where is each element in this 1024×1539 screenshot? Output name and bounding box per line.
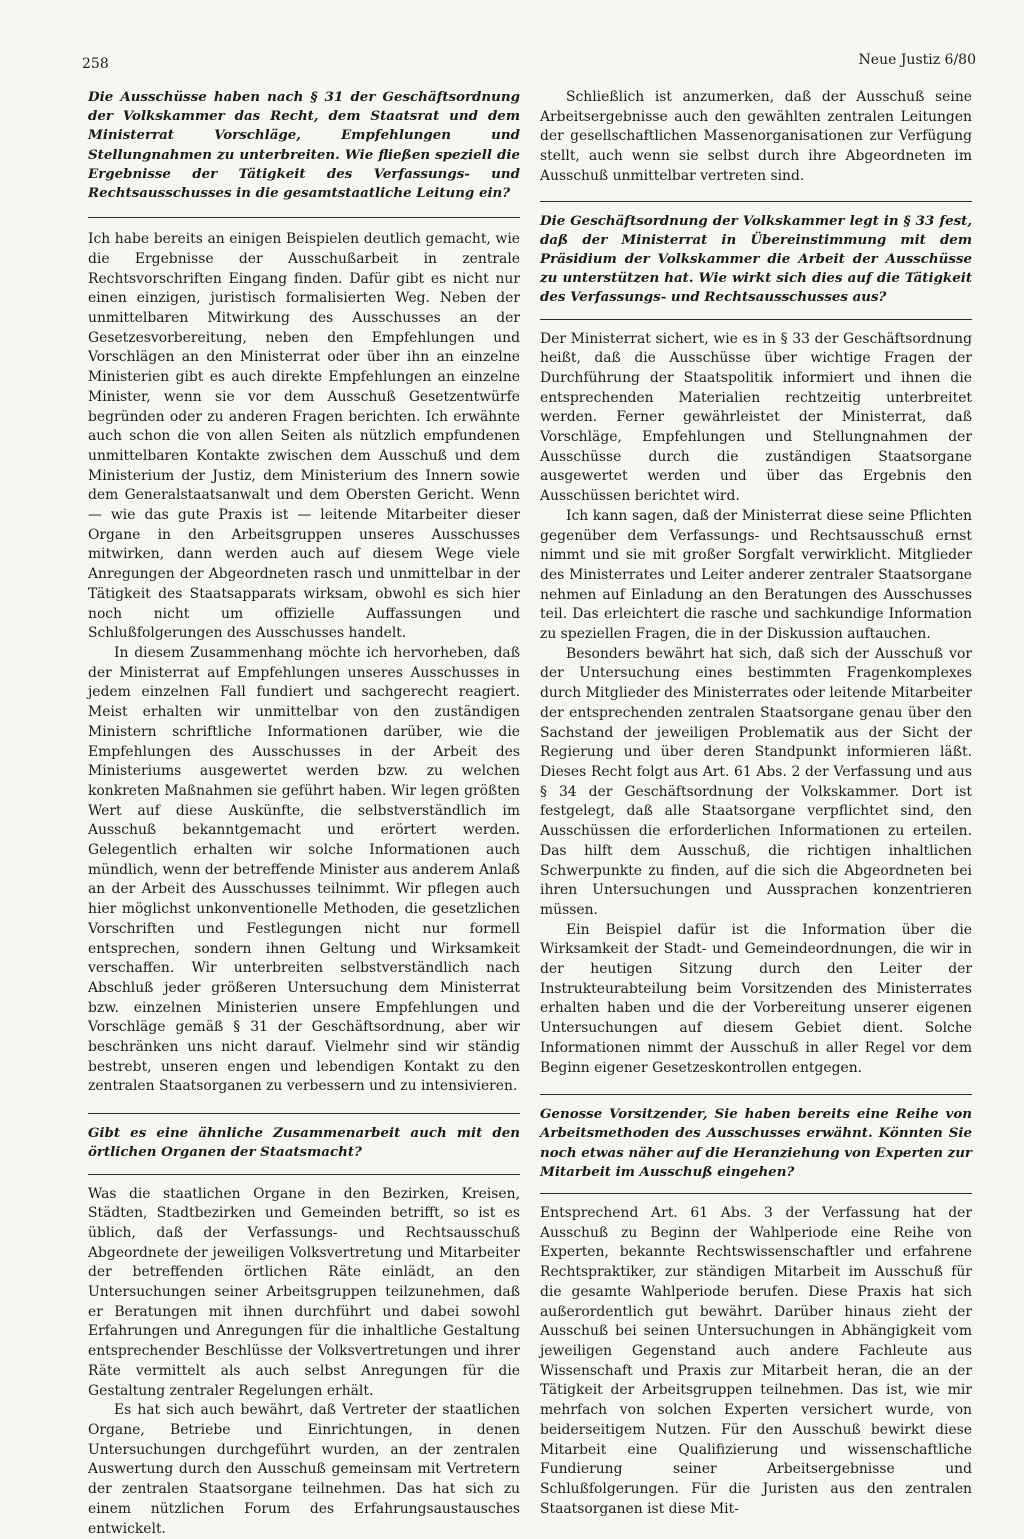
interview-question-1: Die Ausschüsse haben nach § 31 der Geschäftsordnung der Volkskammer das Recht, dem Staatsrat und dem Ministerrat Vorschläge, Empfehlungen und Stellungnahmen zu unterbreiten. Wie fließen speziell die Ergebnisse der Tätigkeit des Verfassungs- und Rechtsausschusses in die gesamtstaatliche Leitung ein? [88,89,520,202]
answer-paragraph: Es hat sich auch bewährt, daß Vertreter der staatlichen Organe, Betriebe und Einrichtungen, in denen Untersuchungen durchgeführt wurden, an der zentralen Auswertung durch den Ausschuß gemeinsam mit Vertretern der zentralen Staatsorgane teilnehmen. Das hat sich zu einem nützlichen Forum des Erfahrungsaustausches entwickelt. [88,1402,520,1537]
section-divider [540,1193,972,1194]
left-column [88,88,520,1539]
answer-paragraph: Besonders bewährt hat sich, daß sich der Ausschuß vor der Untersuchung eines bestimmten Fragenkomplexes durch Mitglieder des Ministerrates oder leitende Mitarbeiter der entsprechenden zentralen Staatsorgane genau über den Sachstand der jeweiligen Problematik aus der Sicht der Regierung und über deren Standpunkt informieren läßt. Dieses Recht folgt aus Art. 61 Abs. 2 der Verfassung und aus § 34 der Geschäftsordnung der Volkskammer. Dort ist festgelegt, daß alle Staatsorgane verpflichtet sind, den Ausschüssen die erforderlichen Informationen zu erteilen. Das hilft dem Ausschuß, die richtigen inhaltlichen Schwerpunkte zu finden, auf die sich die Abgeordneten bei ihren Untersuchungen und Aussprachen konzentrieren müssen. [540,645,972,918]
section-divider [88,1113,520,1114]
section-divider [88,217,520,218]
journal-reference: Neue Justiz 6/80 [858,52,976,68]
answer-paragraph: Ich habe bereits an einigen Beispielen deutlich gemacht, wie die Ergebnisse der Ausschußarbeit in zentrale Rechtsvorschriften Eingang finden. Dafür gibt es nicht nur einen einzigen, juristisch formalisierten Weg. Neben der unmittelbaren Mitwirkung des Ausschusses an der Gesetzesvorbereitung, neben den Empfehlungen und Vorschlägen an den Ministerrat oder über ihn an einzelne Ministerien gibt es auch direkte Empfehlungen an einzelne Minister, wenn sie vor dem Ausschuß Gesetzentwürfe begründen oder zu anderen Fragen berichten. Ich erwähnte auch schon die von allen Seiten als nützlich empfundenen unmittelbaren Kontakte zwischen dem Ausschuß und dem Ministerium der Justiz, dem Ministerium des Innern sowie dem Generalstaatsanwalt und dem Obersten Gericht. Wenn — wie das gute Praxis ist — leitende Mitarbeiter dieser Organe in den Arbeitsgruppen unseres Ausschusses mitwirken, dann werden auch auf diesem Wege viele Anregungen der Abgeordneten rasch und unmittelbar in der Tätigkeit des Staatsapparats wirksam, obwohl es sich hier noch nicht um offizielle Auffassungen und Schlußfolgerungen des Ausschusses handelt. [88,231,520,642]
page-header [82,48,976,78]
answer-paragraph: Was die staatlichen Organe in den Bezirken, Kreisen, Städten, Stadtbezirken und Gemeinden betrifft, so ist es üblich, daß der Verfassungs- und Rechtsausschuß Abgeordnete der jeweiligen Volksvertretung und Mitarbeiter der betreffenden örtlichen Räte einlädt, an den Untersuchungen seiner Arbeitsgruppen teilzunehmen, daß er Beratungen mit ihnen durchführt und dabei sowohl Erfahrungen und Anregungen für die inhaltliche Gestaltung entsprechender Beschlüsse der Volksvertretungen und ihrer Räte vermittelt als auch selbst Anregungen für die Gestaltung zentraler Regelungen erhält. [88,1185,520,1399]
answer-paragraph: Der Ministerrat sichert, wie es in § 33 der Geschäftsordnung heißt, daß die Ausschüsse über wichtige Fragen der Durchführung der Staatspolitik informiert und ihnen die entsprechenden Materialien rechtzeitig unterbreitet werden. Ferner gewährleistet der Ministerrat, daß Vorschläge, Empfehlungen und Stellungnahmen der Ausschüsse durch die zuständigen Staatsorgane ausgewertet werden und über das Ergebnis den Ausschüssen berichtet wird. [540,330,972,505]
section-divider [88,1174,520,1175]
answer-paragraph: Ich kann sagen, daß der Ministerrat diese seine Pflichten gegenüber dem Verfassungs- und Rechtsausschuß ernst nimmt und sie mit großer Sorgfalt verwirklicht. Mitglieder des Ministerrates und Leiter anderer zentraler Staatsorgane nehmen auf Einladung an den Beratungen des Ausschusses teil. Das erleichtert die rasche und sachkundige Information zu speziellen Fragen, die in der Diskussion auftauchen. [540,507,972,643]
page-number: 258 [82,56,109,72]
section-divider [540,319,972,320]
answer-paragraph: Schließlich ist anzumerken, daß der Ausschuß seine Arbeitsergebnisse auch den gewählten zentralen Leitungen der gesellschaftlichen Massenorganisationen zur Verfügung stellt, auch wenn sie selbst durch ihre Abgeordneten im Ausschuß unmittelbar vertreten sind. [540,89,972,184]
answer-paragraph: Ein Beispiel dafür ist die Information über die Wirksamkeit der Stadt- und Gemeindeordnungen, die wir in der heutigen Sitzung durch den Leiter der Instrukteurabteilung beim Vorsitzenden des Ministerrates erhalten haben und die der Vorbereitung unserer eigenen Untersuchungen auf diesem Gebiet dient. Solche Informationen nimmt der Ausschuß in aller Regel vor dem Beginn eigener Gesetzeskontrollen entgegen. [540,921,972,1076]
section-divider [540,1094,972,1095]
interview-question-3: Die Geschäftsordnung der Volkskammer legt in § 33 fest, daß der Ministerrat in Übereinstimmung mit dem Präsidium der Volkskammer die Arbeit der Ausschüsse zu unterstützen hat. Wie wirkt sich dies auf die Tätigkeit des Verfassungs- und Rechtsausschusses aus? [540,212,972,306]
interview-question-2: Gibt es eine ähnliche Zusammenarbeit auch mit den örtlichen Organen der Staatsmacht? [88,1125,520,1161]
answer-paragraph: Entsprechend Art. 61 Abs. 3 der Verfassung hat der Ausschuß zu Beginn der Wahlperiode eine Reihe von Experten, bekannte Rechtswissenschaftler und erfahrene Rechtspraktiker, zur ständigen Mitarbeit im Ausschuß für die gesamte Wahlperiode berufen. Diese Praxis hat sich außerordentlich gut bewährt. Darüber hinaus zieht der Ausschuß bei seinen Untersuchungen in Abhängigkeit vom jeweiligen Gegenstand auch andere Fachleute aus Wissenschaft und Praxis zur Mitarbeit heran, die an der Tätigkeit der Arbeitsgruppen teilnehmen. Das ist, wie mir mehrfach von solchen Experten versichert wurde, von beiderseitigem Nutzen. Für den Ausschuß bewirkt diese Mitarbeit eine Qualifizierung und wissenschaftliche Fundierung seiner Arbeitsergebnisse und Schlußfolgerungen. Für die Juristen aus den zentralen Staatsorganen ist diese Mit- [540,1205,972,1517]
section-divider [540,201,972,202]
right-column [540,88,972,1519]
interview-question-4: Genosse Vorsitzender, Sie haben bereits eine Reihe von Arbeitsmethoden des Ausschusses erwähnt. Könnten Sie noch etwas näher auf die Heranziehung von Experten zur Mitarbeit im Ausschuß eingehen? [540,1106,972,1180]
answer-paragraph: In diesem Zusammenhang möchte ich hervorheben, daß der Ministerrat auf Empfehlungen unseres Ausschusses in jedem einzelnen Fall fundiert und sachgerecht reagiert. Meist erhalten wir unmittelbar von den zuständigen Ministern schriftliche Informationen darüber, wie die Empfehlungen des Ausschusses in der Arbeit des Ministeriums ausgewertet werden bzw. zu welchen konkreten Maßnahmen sie geführt haben. Wir legen größten Wert auf diese Auskünfte, die selbstverständlich im Ausschuß bekanntgemacht und erörtert werden. Gelegentlich erhalten wir solche Informationen auch mündlich, wenn der betreffende Minister aus anderem Anlaß an der Arbeit des Ausschusses teilnimmt. Wir pflegen auch hier möglichst unkonventionelle Methoden, die gesetzlichen Vorschriften und Festlegungen nicht nur formell entsprechen, sondern ihnen Geltung und Wirksamkeit verschaffen. Wir unterbreiten selbstverständlich nach Abschluß jeder größeren Untersuchung dem Ministerrat bzw. einzelnen Ministerien unsere Empfehlungen und Vorschläge gemäß § 31 der Geschäftsordnung, aber wir beschränken uns nicht darauf. Vielmehr sind wir ständig bestrebt, unseren engen und lebendigen Kontakt zu den zentralen Staatsorganen zu verbessern und zu intensivieren. [88,644,520,1095]
